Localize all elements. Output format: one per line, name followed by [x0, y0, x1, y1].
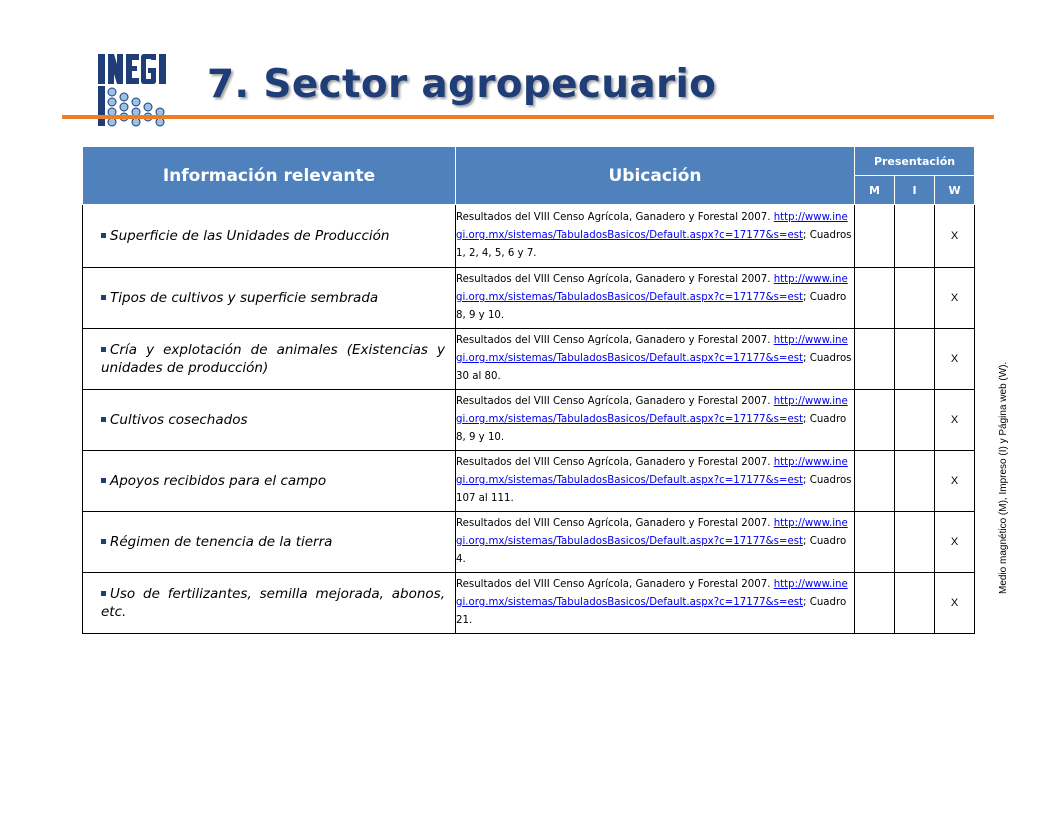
inegi-link[interactable]: http://www.inegi.org.mx/sistemas/TabuladosBasicos/Default.aspx?c=17177&s=est — [456, 396, 848, 425]
mark-i — [895, 512, 935, 573]
inegi-link[interactable]: http://www.inegi.org.mx/sistemas/TabuladosBasicos/Default.aspx?c=17177&s=est — [456, 579, 848, 608]
location-cell: Resultados del VIII Censo Agrícola, Ganadero y Forestal 2007. http://www.inegi.org.mx/sistemas/TabuladosBasicos/Default.aspx?c=17177&s=est; Cuadros 30 al 80. — [456, 329, 855, 390]
bullet-icon — [101, 295, 106, 300]
table-row — [83, 573, 975, 634]
bullet-icon — [101, 591, 106, 596]
title-rule — [62, 115, 994, 119]
inegi-link[interactable]: http://www.inegi.org.mx/sistemas/TabuladosBasicos/Default.aspx?c=17177&s=est — [456, 457, 848, 486]
location-cell: Resultados del VIII Censo Agrícola, Ganadero y Forestal 2007. http://www.inegi.org.mx/sistemas/TabuladosBasicos/Default.aspx?c=17177&s=est; Cuadro 21. — [456, 573, 855, 634]
side-note: Medio magnético (M), Impreso (I) y Página web (W). — [998, 361, 1009, 594]
bullet-icon — [101, 478, 106, 483]
mark-m — [855, 205, 895, 268]
table-row — [83, 329, 975, 390]
table-row — [83, 268, 975, 329]
mark-i — [895, 329, 935, 390]
header-ubicacion: Ubicación — [456, 147, 855, 205]
mark-m — [855, 390, 895, 451]
mark-m — [855, 451, 895, 512]
info-text: Régimen de tenencia de la tierra — [101, 533, 445, 551]
info-text: Apoyos recibidos para el campo — [101, 472, 445, 490]
header-i: I — [895, 176, 935, 205]
table-row — [83, 205, 975, 268]
header-presentacion: Presentación — [855, 147, 975, 176]
page-title: 7. Sector agropecuario — [207, 62, 717, 107]
table-row — [83, 451, 975, 512]
mark-m — [855, 329, 895, 390]
inegi-link[interactable]: http://www.inegi.org.mx/sistemas/TabuladosBasicos/Default.aspx?c=17177&s=est — [456, 274, 848, 303]
mark-w: X — [935, 573, 975, 634]
mark-m — [855, 573, 895, 634]
inegi-link[interactable]: http://www.inegi.org.mx/sistemas/TabuladosBasicos/Default.aspx?c=17177&s=est — [456, 335, 848, 364]
bullet-icon — [101, 347, 106, 352]
mark-w: X — [935, 512, 975, 573]
mark-w: X — [935, 451, 975, 512]
mark-i — [895, 268, 935, 329]
header-w: W — [935, 176, 975, 205]
mark-m — [855, 512, 895, 573]
info-text: Cría y explotación de animales (Existencias y unidades de producción) — [101, 342, 445, 376]
header-informacion-relevante: Información relevante — [83, 147, 456, 205]
location-cell: Resultados del VIII Censo Agrícola, Ganadero y Forestal 2007. http://www.inegi.org.mx/sistemas/TabuladosBasicos/Default.aspx?c=17177&s=est; Cuadro 8, 9 y 10. — [456, 268, 855, 329]
inegi-link[interactable]: http://www.inegi.org.mx/sistemas/TabuladosBasicos/Default.aspx?c=17177&s=est — [456, 212, 848, 241]
info-text: Superficie de las Unidades de Producción — [101, 227, 445, 245]
mark-w: X — [935, 205, 975, 268]
mark-i — [895, 451, 935, 512]
location-cell: Resultados del VIII Censo Agrícola, Ganadero y Forestal 2007. http://www.inegi.org.mx/sistemas/TabuladosBasicos/Default.aspx?c=17177&s=est; Cuadros 1, 2, 4, 5, 6 y 7. — [456, 205, 855, 268]
bullet-icon — [101, 233, 106, 238]
info-text: Cultivos cosechados — [101, 411, 445, 429]
bullet-icon — [101, 539, 106, 544]
mark-m — [855, 268, 895, 329]
mark-w: X — [935, 268, 975, 329]
table-row — [83, 512, 975, 573]
table-row — [83, 390, 975, 451]
mark-i — [895, 205, 935, 268]
location-cell: Resultados del VIII Censo Agrícola, Ganadero y Forestal 2007. http://www.inegi.org.mx/sistemas/TabuladosBasicos/Default.aspx?c=17177&s=est; Cuadros 107 al 111. — [456, 451, 855, 512]
mark-i — [895, 573, 935, 634]
info-text: Uso de fertilizantes, semilla mejorada, abonos, etc. — [101, 586, 445, 620]
mark-w: X — [935, 329, 975, 390]
header-m: M — [855, 176, 895, 205]
location-cell: Resultados del VIII Censo Agrícola, Ganadero y Forestal 2007. http://www.inegi.org.mx/sistemas/TabuladosBasicos/Default.aspx?c=17177&s=est; Cuadro 4. — [456, 512, 855, 573]
mark-i — [895, 390, 935, 451]
information-table — [82, 146, 975, 634]
inegi-link[interactable]: http://www.inegi.org.mx/sistemas/TabuladosBasicos/Default.aspx?c=17177&s=est — [456, 518, 848, 547]
bullet-icon — [101, 417, 106, 422]
mark-w: X — [935, 390, 975, 451]
location-cell: Resultados del VIII Censo Agrícola, Ganadero y Forestal 2007. http://www.inegi.org.mx/sistemas/TabuladosBasicos/Default.aspx?c=17177&s=est; Cuadro 8, 9 y 10. — [456, 390, 855, 451]
info-text: Tipos de cultivos y superficie sembrada — [101, 289, 445, 307]
